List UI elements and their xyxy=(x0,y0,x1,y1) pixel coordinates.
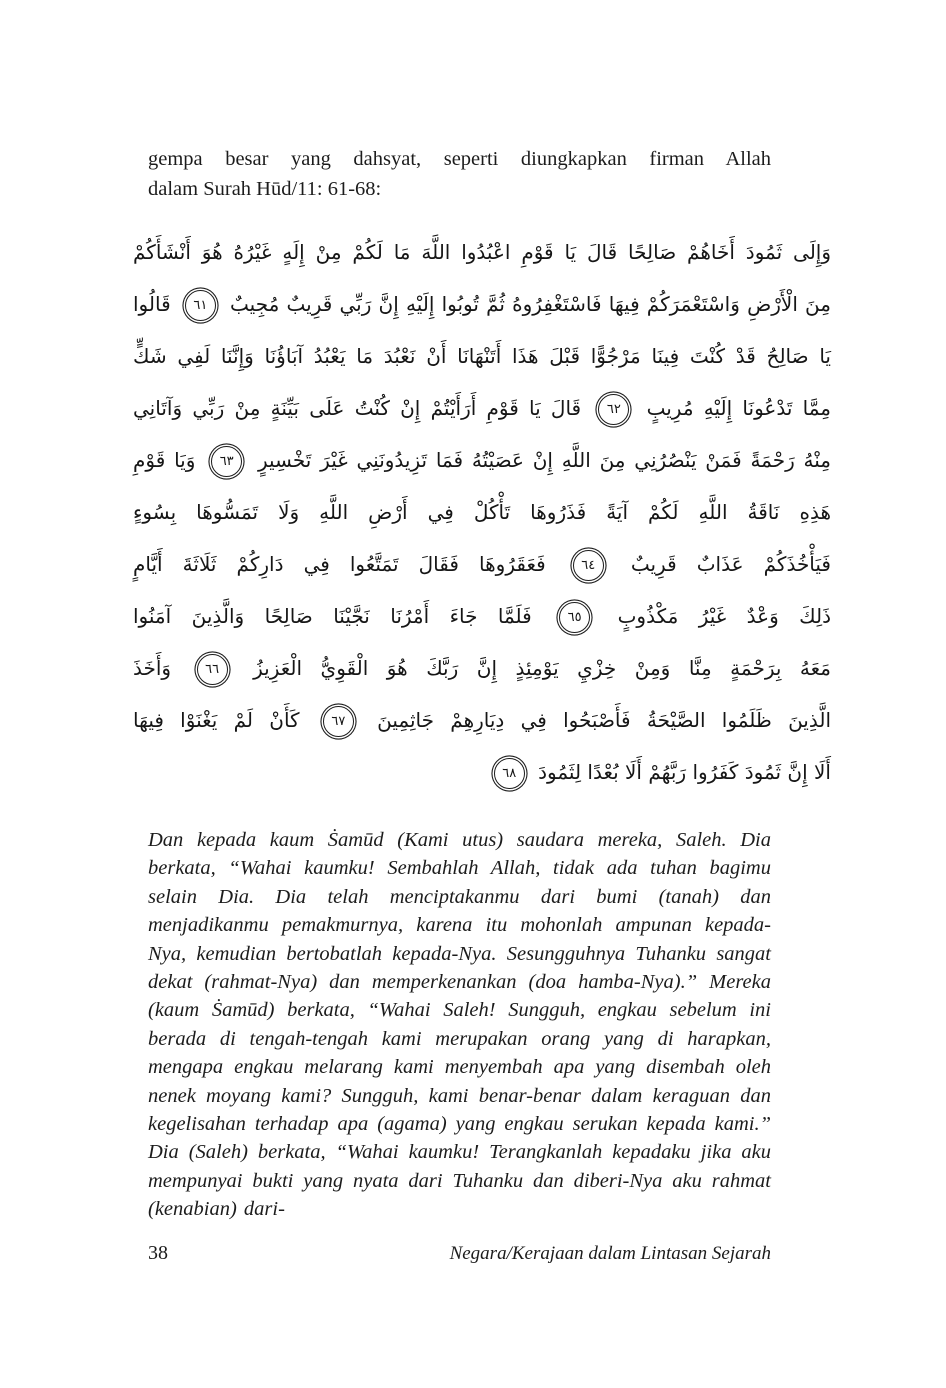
quran-line-text: مِنَ الْأَرْضِ وَاسْتَعْمَرَكُمْ فِيهَا فَاسْتَغْفِرُوهُ ثُمَّ تُوبُوا إِلَيْهِ إِنَّ رَبِّي قَرِيبٌ مُجِيبٌ xyxy=(230,292,831,316)
quran-line-text: مِنْهُ رَحْمَةً فَمَنْ يَنْصُرُنِي مِنَ اللَّهِ إِنْ عَصَيْتُهُ فَمَا تَزِيدُونَنِي غَيْرَ تَخْسِيرٍ xyxy=(257,448,832,472)
quran-line-text: هَذِهِ نَاقَةُ اللَّهِ لَكُمْ آيَةً فَذَرُوهَا تَأْكُلْ فِي أَرْضِ اللَّهِ وَلَا تَمَسُّوهَا بِسُوءٍ xyxy=(133,500,831,524)
ayah-marker: ٦٨ xyxy=(494,758,525,789)
ayah-marker: ٦٤ xyxy=(573,550,604,581)
ayah-marker: ٦٢ xyxy=(598,394,629,425)
ayah-marker: ٦٥ xyxy=(559,602,590,633)
quran-line xyxy=(133,694,831,746)
quran-line-text: فَيَأْخُذَكُمْ عَذَابٌ قَرِيبٌ xyxy=(630,552,831,576)
page-footer xyxy=(148,1242,771,1265)
quran-line xyxy=(133,642,831,694)
quran-line xyxy=(133,538,831,590)
intro-line: gempa besar yang dahsyat, seperti diungkapkan firman Allah xyxy=(148,148,771,170)
quran-line xyxy=(133,746,831,798)
quran-line xyxy=(133,330,831,382)
quran-line xyxy=(133,382,831,434)
quran-line-text: فَلَمَّا جَاءَ أَمْرُنَا نَجَّيْنَا صَالِحًا وَالَّذِينَ آمَنُوا xyxy=(133,604,532,628)
quran-line-text: وَأَخَذَ xyxy=(133,656,172,680)
ayah-marker: ٦٦ xyxy=(197,654,228,685)
quran-line xyxy=(133,278,831,330)
page-number: 38 xyxy=(148,1242,168,1264)
running-title: Negara/Kerajaan dalam Lintasan Sejarah xyxy=(449,1243,771,1264)
quran-line xyxy=(133,590,831,642)
quran-line-text: كَأَنْ لَمْ يَغْنَوْا فِيهَا xyxy=(133,708,300,732)
quran-line-text: ذَلِكَ وَعْدٌ غَيْرُ مَكْذُوبٍ xyxy=(617,604,832,628)
quran-passage xyxy=(133,226,831,798)
quran-line xyxy=(133,434,831,486)
quran-line-text: قَالُوا xyxy=(133,292,171,316)
quran-line-text: يَا صَالِحُ قَدْ كُنْتَ فِينَا مَرْجُوًّا قَبْلَ هَذَا أَتَنْهَانَا أَنْ نَعْبُدَ مَا يَعْبُدُ آبَاؤُنَا وَإِنَّنَا لَفِي شَكٍّ xyxy=(133,344,831,368)
quran-line-text: مَعَهُ بِرَحْمَةٍ مِنَّا وَمِنْ خِزْيِ يَوْمِئِذٍ إِنَّ رَبَّكَ هُوَ الْقَوِيُّ الْعَزِيزُ xyxy=(253,656,832,680)
intro-line: dalam Surah Hūd/11: 61-68: xyxy=(148,178,382,200)
ayah-marker: ٦١ xyxy=(185,290,216,321)
quran-line-text: فَعَقَرُوهَا فَقَالَ تَمَتَّعُوا فِي دَارِكُمْ ثَلَاثَةَ أَيَّامٍ xyxy=(133,552,546,576)
intro-paragraph xyxy=(148,144,771,204)
ayah-marker: ٦٧ xyxy=(323,706,354,737)
translation-paragraph: Dan kepada kaum Ṡamūd (Kami utus) saudara mereka, Saleh. Dia berkata, “Wahai kaumku! Sembahlah Allah, tidak ada tuhan bagimu selain Dia. Dia telah menciptakanmu dari bumi (tanah) dan menjadikanmu pemakmurnya, karena itu mohonlah ampunan kepada-Nya, kemudian bertobatlah kepada-Nya. Sesungguhnya Tuhanku sangat dekat (rahmat-Nya) dan memperkenankan (doa hamba-Nya).” Mereka (kaum Ṡamūd) berkata, “Wahai Saleh! Sungguh, engkau sebelum ini berada di tengah-tengah kami merupakan orang yang di harapkan, mengapa engkau melarang kami menyembah apa yang disembah oleh nenek moyang kami? Sungguh, kami benar-benar dalam keraguan dan kegelisahan terhadap apa (agama) yang engkau serukan kepada kami.” Dia (Saleh) berkata, “Wahai kaumku! Terangkanlah kepadaku jika aku mempunyai bukti yang nyata dari Tuhanku dan diberi-Nya aku rahmat (kenabian) dari- xyxy=(148,829,771,1221)
quran-line-text: الَّذِينَ ظَلَمُوا الصَّيْحَةُ فَأَصْبَحُوا فِي دِيَارِهِمْ جَاثِمِينَ xyxy=(377,708,832,732)
ayah-marker: ٦٣ xyxy=(211,446,242,477)
quran-line-text: وَإِلَى ثَمُودَ أَخَاهُمْ صَالِحًا قَالَ يَا قَوْمِ اعْبُدُوا اللَّهَ مَا لَكُمْ مِنْ إِلَهٍ غَيْرُهُ هُوَ أَنْشَأَكُمْ xyxy=(133,240,831,264)
quran-line xyxy=(133,226,831,278)
quran-line-text: قَالَ يَا قَوْمِ أَرَأَيْتُمْ إِنْ كُنْتُ عَلَى بَيِّنَةٍ مِنْ رَبِّي وَآتَانِي xyxy=(133,396,582,420)
quran-line-text: أَلَا إِنَّ ثَمُودَ كَفَرُوا رَبَّهُمْ أَلَا بُعْدًا لِثَمُودَ xyxy=(538,760,831,784)
quran-line-text: مِمَّا تَدْعُونَا إِلَيْهِ مُرِيبٍ xyxy=(646,396,831,420)
quran-line xyxy=(133,486,831,538)
quran-line-text: وَيَا قَوْمِ xyxy=(133,448,196,472)
